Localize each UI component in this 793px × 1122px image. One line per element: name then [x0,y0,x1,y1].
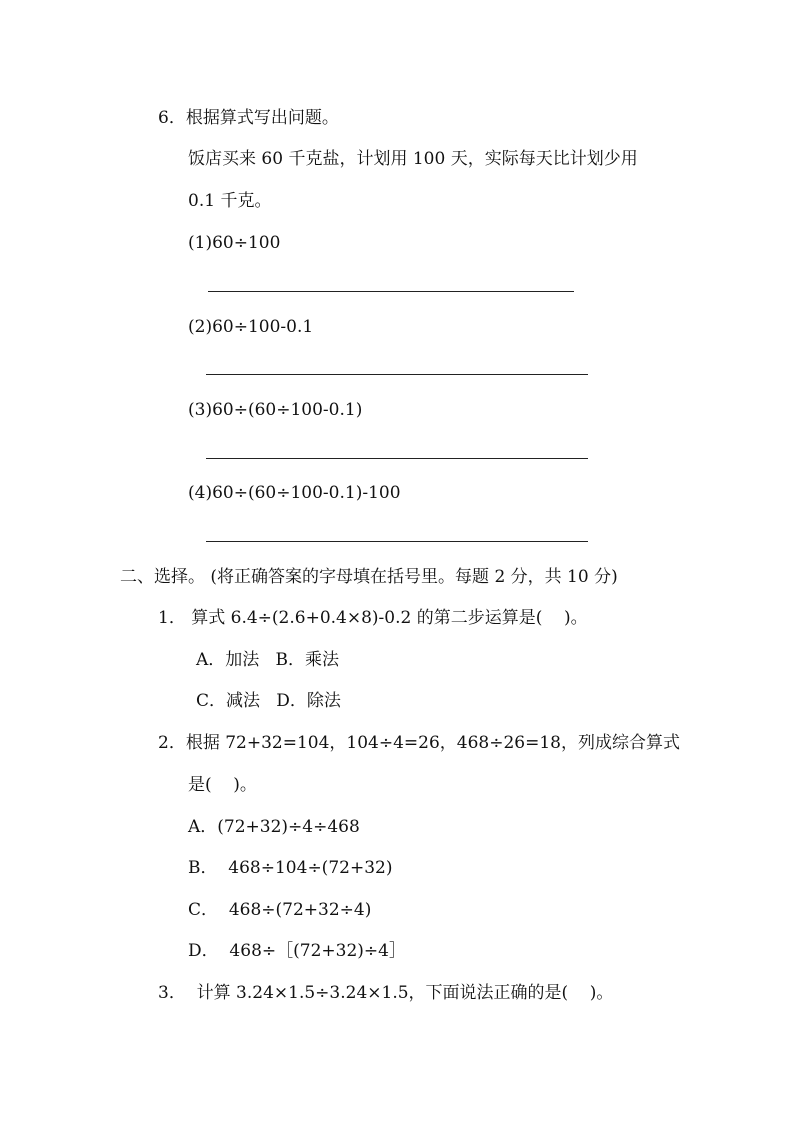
q6-answer-blank-3[interactable] [206,458,588,459]
s2-q2-option-c: C． 468÷(72+32÷4) [188,900,372,920]
q6-answer-blank-4[interactable] [206,541,588,542]
s2-q2-option-b: B． 468÷104÷(72+32) [188,858,393,878]
s2-q2-stem-line2: 是( )。 [188,775,257,795]
s2-q1-stem: 1． 算式 6.4÷(2.6+0.4×8)-0.2 的第二步运算是( )。 [158,608,588,628]
s2-q2-option-d: D． 468÷［(72+32)÷4］ [188,941,406,961]
q6-answer-blank-1[interactable] [208,291,574,292]
s2-q2-option-a: A．(72+32)÷4÷468 [188,817,360,837]
s2-q3-stem: 3． 计算 3.24×1.5÷3.24×1.5，下面说法正确的是( )。 [158,983,614,1003]
q6-part3: (3)60÷(60÷100-0.1) [188,400,363,420]
s2-q1-options-row2: C．减法 D．除法 [196,691,341,711]
q6-title: 6．根据算式写出问题。 [158,108,339,128]
q6-part1: (1)60÷100 [188,233,281,253]
q6-answer-blank-2[interactable] [206,374,588,375]
q6-context-line2: 0.1 千克。 [188,191,272,211]
q6-context-line1: 饭店买来 60 千克盐，计划用 100 天，实际每天比计划少用 [188,149,638,169]
s2-q2-stem-line1: 2．根据 72+32=104，104÷4=26，468÷26=18，列成综合算式 [158,733,681,753]
q6-part4: (4)60÷(60÷100-0.1)-100 [188,483,401,503]
section2-heading: 二、选择。 (将正确答案的字母填在括号里。每题 2 分，共 10 分) [120,567,618,587]
q6-part2: (2)60÷100-0.1 [188,317,314,337]
s2-q1-options-row1: A．加法 B．乘法 [196,650,339,670]
